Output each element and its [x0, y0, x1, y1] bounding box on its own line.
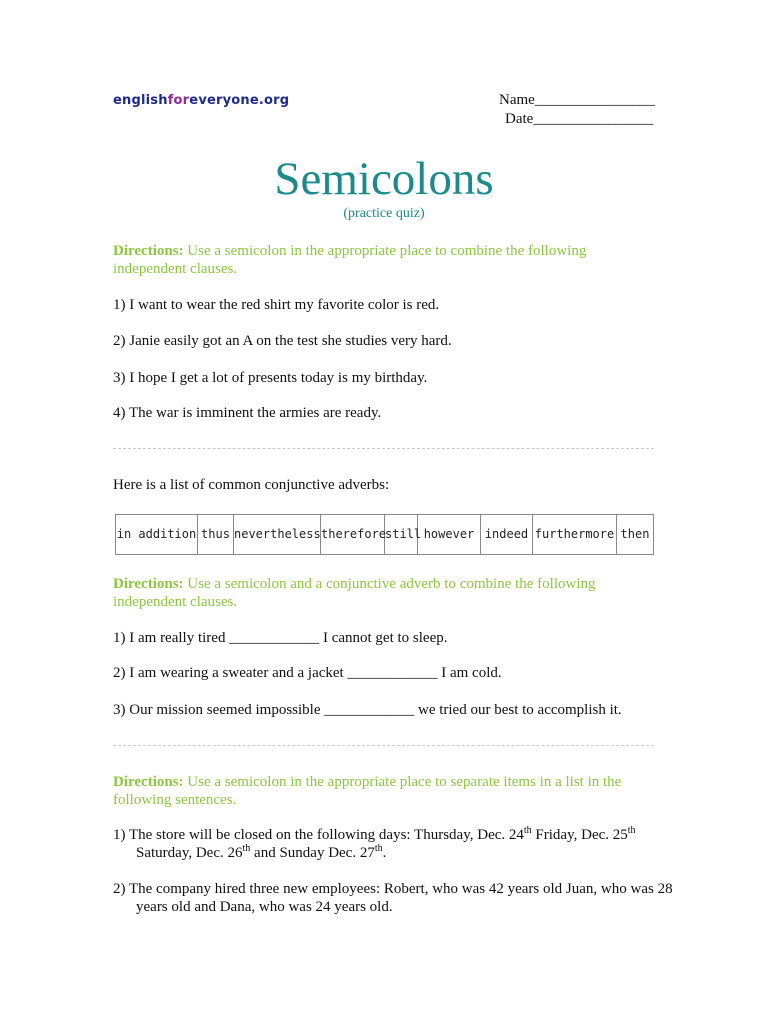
adverb-cell: then	[620, 527, 650, 541]
ordinal-suffix: th	[523, 825, 532, 836]
section3-item-1	[113, 826, 673, 862]
section2-item-1: 1) I am really tired ____________ I cannot get to sleep.	[113, 630, 448, 646]
adverb-cell: indeed	[481, 515, 533, 554]
logo-part-for: for	[167, 93, 190, 108]
directions-lead: Directions:	[113, 774, 184, 790]
directions-text: Use a semicolon in the appropriate place to separate items in a list in the following sentences.	[113, 774, 622, 808]
item-text: Saturday, Dec. 26	[136, 845, 243, 861]
directions-lead: Directions:	[113, 243, 184, 259]
logo-part-english: english	[113, 93, 168, 108]
section1-directions	[113, 242, 653, 278]
directions-text: Use a semicolon in the appropriate place to combine the following independent clauses.	[113, 243, 587, 277]
date-field-label: Date________________	[505, 111, 654, 127]
adverb-cell: furthermore	[533, 515, 617, 554]
adverb-cell: in addition	[116, 515, 198, 554]
section3-item-2: 2) The company hired three new employees: Robert, who was 42 years old Juan, who was 28 years old and Dana, who was 24 years old.	[113, 881, 673, 915]
ordinal-suffix: th	[242, 843, 251, 854]
section-divider	[113, 448, 654, 449]
adverb-cell: however	[418, 515, 481, 554]
section1-item-1: 1) I want to wear the red shirt my favorite color is red.	[113, 297, 440, 313]
item-text: Friday, Dec. 25	[531, 827, 628, 843]
ordinal-suffix: th	[374, 843, 383, 854]
conjunctive-adverbs-table	[115, 514, 654, 555]
logo-part-everyone: everyone.org	[189, 93, 290, 108]
directions-text: Use a semicolon and a conjunctive adverb to combine the following independent clauses.	[113, 576, 596, 610]
name-field-label: Name________________	[499, 92, 655, 108]
page-subtitle: (practice quiz)	[343, 206, 425, 221]
site-logo[interactable]	[113, 93, 289, 108]
adverb-cell: therefore	[321, 515, 385, 554]
section1-item-2: 2) Janie easily got an A on the test she studies very hard.	[113, 333, 452, 349]
adverb-cell: still	[385, 515, 418, 554]
page-title: Semicolons	[274, 153, 494, 205]
adverb-cell: nevertheless	[234, 515, 321, 554]
directions-lead: Directions:	[113, 576, 184, 592]
item-text: and Sunday Dec. 27	[250, 845, 375, 861]
adverb-cell: thus	[198, 515, 234, 554]
ordinal-suffix: th	[627, 825, 636, 836]
section1-item-3: 3) I hope I get a lot of presents today is my birthday.	[113, 370, 428, 386]
section3-directions	[113, 773, 653, 809]
section2-item-3: 3) Our mission seemed impossible ____________ we tried our best to accomplish it.	[113, 702, 622, 718]
section2-directions	[113, 575, 653, 611]
section1-item-4: 4) The war is imminent the armies are ready.	[113, 405, 382, 421]
section2-item-2: 2) I am wearing a sweater and a jacket ____________ I am cold.	[113, 665, 502, 681]
adverbs-intro: Here is a list of common conjunctive adverbs:	[113, 477, 390, 493]
item-text: .	[382, 845, 387, 861]
section-divider	[113, 745, 654, 746]
item-text: 1) The store will be closed on the following days: Thursday, Dec. 24	[113, 827, 524, 843]
